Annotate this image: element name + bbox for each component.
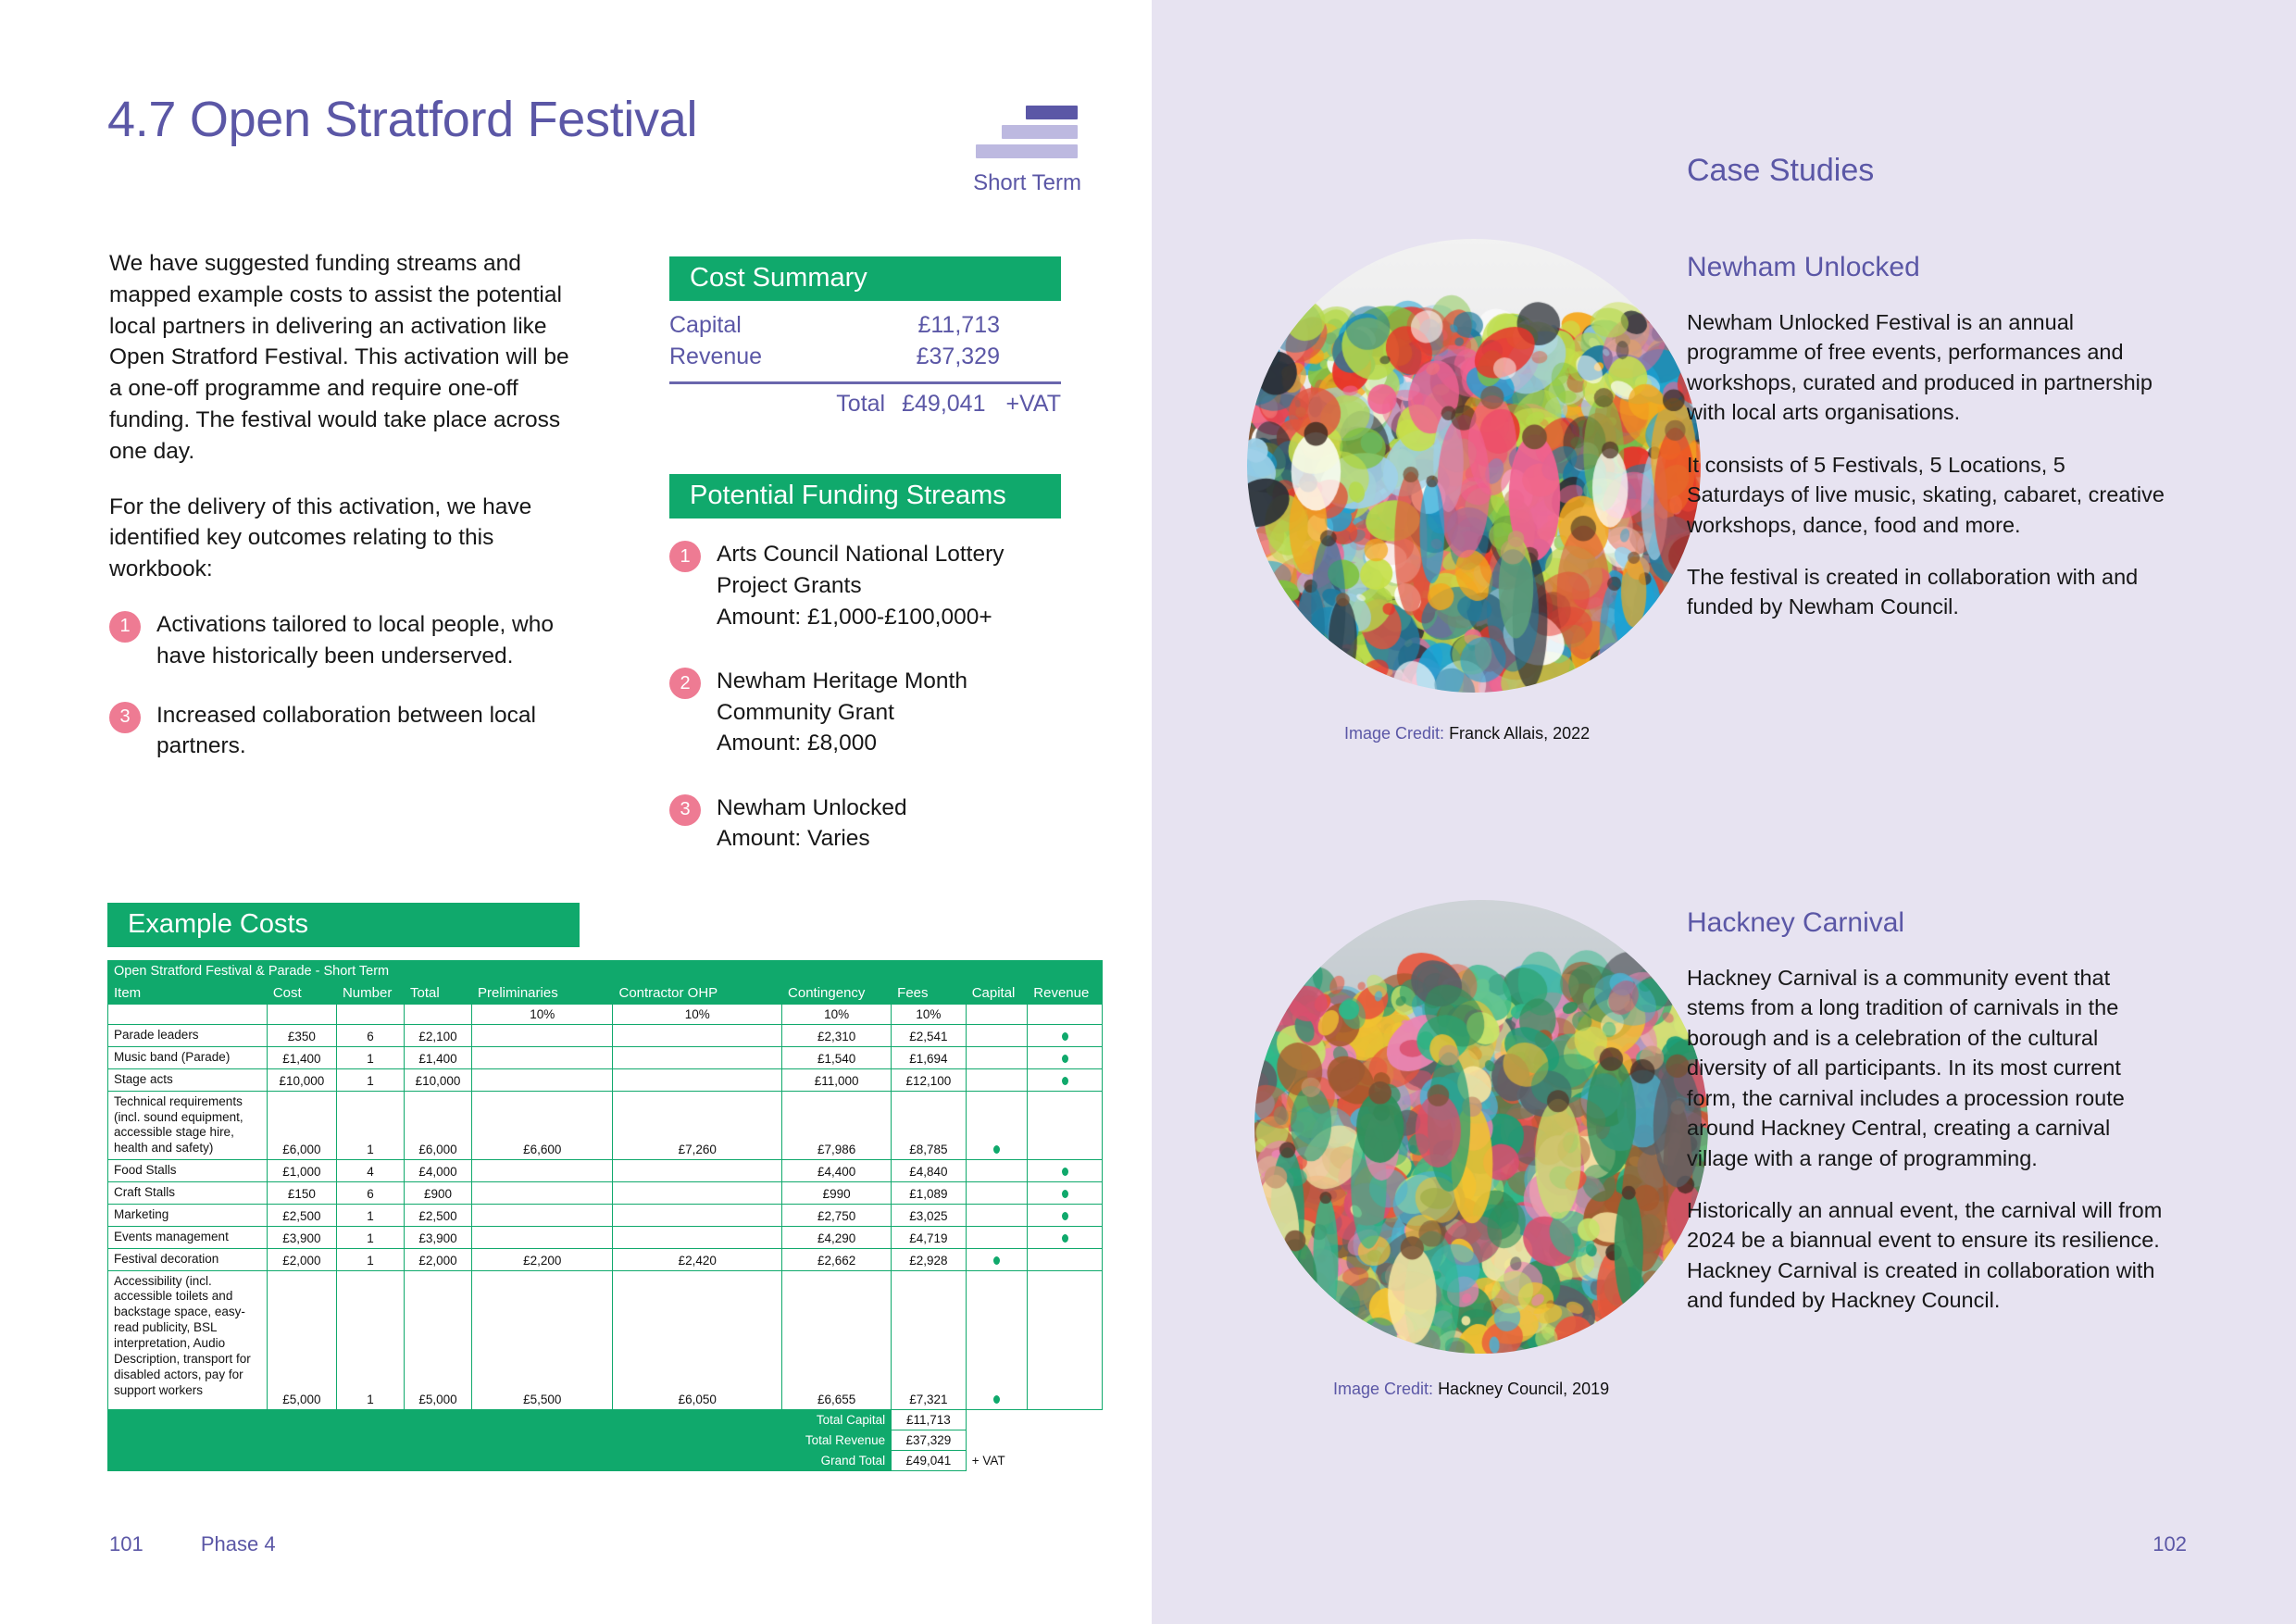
table-header-row xyxy=(108,982,1103,1005)
cell-total: £6,000 xyxy=(404,1091,471,1160)
cell-total: £1,400 xyxy=(404,1046,471,1068)
term-label: Short Term xyxy=(973,170,1081,195)
intro-paragraph-2: For the delivery of this activation, we have identified key outcomes relating to this workbook: xyxy=(109,493,532,582)
cell-preliminaries: £2,200 xyxy=(472,1248,613,1270)
cell-capital xyxy=(966,1068,1028,1091)
cell-cost: £6,000 xyxy=(267,1091,336,1160)
cell-capital xyxy=(966,1046,1028,1068)
cell-preliminaries xyxy=(472,1160,613,1182)
left-footer-section: Phase 4 xyxy=(200,1532,276,1555)
total-label: Total Revenue xyxy=(108,1430,892,1450)
cell-fees: £3,025 xyxy=(892,1204,967,1226)
bar-segment-middle xyxy=(1002,125,1078,139)
credit-label: Image Credit: xyxy=(1333,1380,1434,1398)
table-percent-row xyxy=(108,1005,1103,1025)
funding-number-badge: 2 xyxy=(669,668,701,699)
cell-contractor-ohp xyxy=(613,1046,782,1068)
case-paragraph: Newham Unlocked Festival is an annual programme of free events, performances and workshops, curated and produced in partnership with local arts organisations. xyxy=(1687,310,2152,425)
cell-preliminaries xyxy=(472,1204,613,1226)
cell-fees: £7,321 xyxy=(892,1270,967,1409)
cost-summary-row-capital xyxy=(669,310,1061,342)
table-row xyxy=(108,1270,1103,1409)
cell-total: £2,000 xyxy=(404,1248,471,1270)
cell-revenue xyxy=(1028,1204,1103,1226)
table-row xyxy=(108,1068,1103,1091)
table-row xyxy=(108,1091,1103,1160)
funding-item-body xyxy=(717,539,1061,632)
funding-streams-list xyxy=(669,539,1061,855)
credit-value: Franck Allais, 2022 xyxy=(1449,724,1591,743)
cell-contingency: £2,310 xyxy=(782,1025,892,1047)
left-page-number: 101 xyxy=(109,1532,144,1555)
funding-stream-item xyxy=(669,666,1061,759)
table-total-row xyxy=(108,1430,1103,1450)
cell-fees: £4,719 xyxy=(892,1226,967,1248)
total-label: Total xyxy=(836,390,886,417)
cell-item: Accessibility (incl. accessible toilets and backstage space, easy-read publicity, BSL interpretation, Audio Description, transport for disabled actors, pay for support workers xyxy=(108,1270,268,1409)
percent-cell-8 xyxy=(966,1005,1028,1025)
funding-item-amount: Amount: Varies xyxy=(717,826,870,852)
cost-summary-rows xyxy=(669,301,1061,418)
cell-cost: £5,000 xyxy=(267,1270,336,1409)
cell-item: Festival decoration xyxy=(108,1248,268,1270)
cell-contingency: £1,540 xyxy=(782,1046,892,1068)
cell-contingency: £7,986 xyxy=(782,1091,892,1160)
cell-revenue xyxy=(1028,1091,1103,1160)
capital-label: Capital xyxy=(669,312,742,339)
revenue-dot-icon xyxy=(1062,1168,1068,1176)
cell-number: 6 xyxy=(336,1182,404,1205)
capital-dot-icon xyxy=(993,1145,1000,1154)
table-row xyxy=(108,1046,1103,1068)
case-paragraph: Hackney Carnival is a community event that stems from a long tradition of carnivals in the borough and is a celebration of the cultural diversity of all participants. In its most current form, the carnival includes a procession route around Hackney Central, creating a carnival village with a range of programming. xyxy=(1687,966,2125,1170)
cell-preliminaries xyxy=(472,1226,613,1248)
total-note: + VAT xyxy=(966,1450,1102,1470)
hackney-carnival-photo xyxy=(1254,900,1708,1354)
intro-paragraph-1: We have suggested funding streams and mapped example costs to assist the potential local partners in delivering an activation like Open Stratford Festival. This activation will be a one-off programme and require one-off funding. The festival would take place across one day. xyxy=(109,251,569,464)
cell-fees: £8,785 xyxy=(892,1091,967,1160)
column-header-1: Cost xyxy=(267,982,336,1005)
cell-contingency: £2,662 xyxy=(782,1248,892,1270)
cell-revenue xyxy=(1028,1160,1103,1182)
cell-contractor-ohp xyxy=(613,1182,782,1205)
total-value: £49,041 xyxy=(902,390,986,417)
cell-capital xyxy=(966,1025,1028,1047)
cell-cost: £350 xyxy=(267,1025,336,1047)
cell-contractor-ohp xyxy=(613,1068,782,1091)
column-header-2: Number xyxy=(336,982,404,1005)
cost-summary-total-row xyxy=(669,391,1061,418)
revenue-label: Revenue xyxy=(669,344,763,370)
newham-unlocked-image-credit xyxy=(1344,724,1590,743)
percent-cell-2 xyxy=(336,1005,404,1025)
revenue-value: £37,329 xyxy=(916,344,1000,370)
column-header-7: Fees xyxy=(892,982,967,1005)
cell-cost: £1,000 xyxy=(267,1160,336,1182)
table-caption: Open Stratford Festival & Parade - Short Term xyxy=(108,961,1103,982)
funding-streams-title: Potential Funding Streams xyxy=(669,474,1061,518)
cell-fees: £4,840 xyxy=(892,1160,967,1182)
cell-revenue xyxy=(1028,1046,1103,1068)
cell-cost: £2,500 xyxy=(267,1204,336,1226)
table-row xyxy=(108,1226,1103,1248)
cost-summary-title: Cost Summary xyxy=(669,256,1061,301)
cell-fees: £2,928 xyxy=(892,1248,967,1270)
table-total-row xyxy=(108,1450,1103,1470)
revenue-dot-icon xyxy=(1062,1032,1068,1041)
table-row xyxy=(108,1025,1103,1047)
percent-cell-3 xyxy=(404,1005,471,1025)
outcome-item xyxy=(109,700,581,763)
cell-total: £10,000 xyxy=(404,1068,471,1091)
cell-preliminaries: £6,600 xyxy=(472,1091,613,1160)
case-study-heading: Hackney Carnival xyxy=(1687,907,1905,938)
cell-number: 1 xyxy=(336,1204,404,1226)
capital-value: £11,713 xyxy=(917,312,1000,339)
cell-fees: £2,541 xyxy=(892,1025,967,1047)
cell-revenue xyxy=(1028,1068,1103,1091)
cell-contingency: £990 xyxy=(782,1182,892,1205)
case-paragraph: It consists of 5 Festivals, 5 Locations, 5 Saturdays of live music, skating, cabaret, creative workshops, dance, food and more. xyxy=(1687,452,2165,537)
cell-item: Stage acts xyxy=(108,1068,268,1091)
funding-number-badge: 3 xyxy=(669,794,701,826)
cell-cost: £10,000 xyxy=(267,1068,336,1091)
cell-item: Craft Stalls xyxy=(108,1182,268,1205)
cell-contingency: £2,750 xyxy=(782,1204,892,1226)
total-note xyxy=(966,1409,1102,1430)
table-row xyxy=(108,1248,1103,1270)
funding-stream-item xyxy=(669,539,1061,632)
credit-value: Hackney Council, 2019 xyxy=(1438,1380,1610,1398)
cell-preliminaries xyxy=(472,1046,613,1068)
case-study-hackney-carnival xyxy=(1687,907,2168,1338)
right-page-content xyxy=(1333,0,2296,1624)
outcome-text: Increased collaboration between local partners. xyxy=(156,702,536,759)
cell-item: Food Stalls xyxy=(108,1160,268,1182)
cell-number: 6 xyxy=(336,1025,404,1047)
cell-cost: £2,000 xyxy=(267,1248,336,1270)
column-header-8: Capital xyxy=(966,982,1028,1005)
funding-item-name: Newham Heritage Month Community Grant xyxy=(717,668,967,725)
cell-fees: £1,694 xyxy=(892,1046,967,1068)
intro-text-column xyxy=(109,248,581,790)
percent-cell-9 xyxy=(1028,1005,1103,1025)
left-footer xyxy=(109,1532,276,1556)
table-caption-row xyxy=(108,961,1103,982)
outcome-text: Activations tailored to local people, who have historically been underserved. xyxy=(156,611,555,668)
cell-number: 4 xyxy=(336,1160,404,1182)
hackney-carnival-image-credit xyxy=(1333,1380,1609,1399)
column-header-3: Total xyxy=(404,982,471,1005)
cell-fees: £12,100 xyxy=(892,1068,967,1091)
cell-contractor-ohp xyxy=(613,1025,782,1047)
cell-contingency: £4,400 xyxy=(782,1160,892,1182)
cell-number: 1 xyxy=(336,1248,404,1270)
percent-cell-1 xyxy=(267,1005,336,1025)
cell-revenue xyxy=(1028,1226,1103,1248)
percent-cell-5: 10% xyxy=(613,1005,782,1025)
cell-number: 1 xyxy=(336,1068,404,1091)
total-value: £49,041 xyxy=(892,1450,967,1470)
total-value: £37,329 xyxy=(892,1430,967,1450)
column-header-5: Contractor OHP xyxy=(613,982,782,1005)
cell-number: 1 xyxy=(336,1046,404,1068)
capital-dot-icon xyxy=(993,1395,1000,1404)
credit-label: Image Credit: xyxy=(1344,724,1445,743)
cell-number: 1 xyxy=(336,1226,404,1248)
cell-capital xyxy=(966,1226,1028,1248)
example-costs-panel xyxy=(107,903,580,947)
cell-contingency: £11,000 xyxy=(782,1068,892,1091)
cell-contractor-ohp: £7,260 xyxy=(613,1091,782,1160)
funding-item-name: Arts Council National Lottery Project Grants xyxy=(717,542,1004,598)
cell-revenue xyxy=(1028,1025,1103,1047)
case-study-newham-unlocked xyxy=(1687,252,2168,644)
bar-segment-top xyxy=(1026,106,1078,119)
right-page xyxy=(1152,0,2296,1624)
funding-item-body xyxy=(717,666,1061,759)
outcome-item xyxy=(109,609,581,672)
bar-segment-bottom xyxy=(976,144,1078,158)
cell-total: £2,500 xyxy=(404,1204,471,1226)
short-term-bars-icon xyxy=(976,106,1078,164)
total-label: Total Capital xyxy=(108,1409,892,1430)
cell-capital xyxy=(966,1248,1028,1270)
right-page-number: 102 xyxy=(2152,1532,2187,1555)
total-note xyxy=(966,1430,1102,1450)
example-costs-table xyxy=(107,960,1103,1471)
revenue-dot-icon xyxy=(1062,1234,1068,1243)
cell-total: £3,900 xyxy=(404,1226,471,1248)
cell-revenue xyxy=(1028,1248,1103,1270)
outcome-number-badge: 1 xyxy=(109,611,141,643)
cost-summary-row-revenue xyxy=(669,342,1061,373)
revenue-dot-icon xyxy=(1062,1077,1068,1085)
funding-item-name: Newham Unlocked xyxy=(717,794,907,820)
case-study-body xyxy=(1687,963,2168,1316)
percent-cell-4: 10% xyxy=(472,1005,613,1025)
page-title: 4.7 Open Stratford Festival xyxy=(107,92,698,147)
column-header-6: Contingency xyxy=(782,982,892,1005)
cell-cost: £3,900 xyxy=(267,1226,336,1248)
percent-cell-0 xyxy=(108,1005,268,1025)
cell-cost: £150 xyxy=(267,1182,336,1205)
outcomes-list xyxy=(109,609,581,762)
funding-streams-panel xyxy=(669,474,1061,888)
cell-total: £4,000 xyxy=(404,1160,471,1182)
example-costs-title: Example Costs xyxy=(107,903,580,947)
cell-contractor-ohp xyxy=(613,1204,782,1226)
column-header-4: Preliminaries xyxy=(472,982,613,1005)
cell-revenue xyxy=(1028,1182,1103,1205)
case-studies-title: Case Studies xyxy=(1687,153,1875,188)
cell-capital xyxy=(966,1182,1028,1205)
table-row xyxy=(108,1204,1103,1226)
cell-total: £5,000 xyxy=(404,1270,471,1409)
funding-stream-item xyxy=(669,793,1061,855)
cell-contingency: £4,290 xyxy=(782,1226,892,1248)
cell-total: £900 xyxy=(404,1182,471,1205)
table-row xyxy=(108,1160,1103,1182)
column-header-0: Item xyxy=(108,982,268,1005)
funding-item-amount: Amount: £8,000 xyxy=(717,731,877,756)
cell-contractor-ohp xyxy=(613,1226,782,1248)
cell-revenue xyxy=(1028,1270,1103,1409)
case-study-body xyxy=(1687,307,2168,622)
cell-preliminaries: £5,500 xyxy=(472,1270,613,1409)
cell-preliminaries xyxy=(472,1068,613,1091)
funding-item-amount: Amount: £1,000-£100,000+ xyxy=(717,604,992,630)
total-value: £11,713 xyxy=(892,1409,967,1430)
cost-summary-divider xyxy=(669,381,1061,384)
vat-label: +VAT xyxy=(1005,390,1061,417)
cell-capital xyxy=(966,1270,1028,1409)
capital-dot-icon xyxy=(993,1256,1000,1265)
cell-contractor-ohp: £2,420 xyxy=(613,1248,782,1270)
cell-contingency: £6,655 xyxy=(782,1270,892,1409)
cell-item: Technical requirements (incl. sound equipment, accessible stage hire, health and safety) xyxy=(108,1091,268,1160)
cell-item: Music band (Parade) xyxy=(108,1046,268,1068)
cell-fees: £1,089 xyxy=(892,1182,967,1205)
newham-unlocked-photo xyxy=(1247,239,1701,693)
cell-number: 1 xyxy=(336,1091,404,1160)
cell-capital xyxy=(966,1204,1028,1226)
cell-number: 1 xyxy=(336,1270,404,1409)
cell-capital xyxy=(966,1091,1028,1160)
percent-cell-6: 10% xyxy=(782,1005,892,1025)
cell-contractor-ohp xyxy=(613,1160,782,1182)
outcome-number-badge: 3 xyxy=(109,702,141,733)
case-study-heading: Newham Unlocked xyxy=(1687,252,1920,282)
cell-item: Marketing xyxy=(108,1204,268,1226)
revenue-dot-icon xyxy=(1062,1212,1068,1220)
case-paragraph: The festival is created in collaboration with and funded by Newham Council. xyxy=(1687,564,2139,619)
cell-item: Parade leaders xyxy=(108,1025,268,1047)
cell-contractor-ohp: £6,050 xyxy=(613,1270,782,1409)
total-label: Grand Total xyxy=(108,1450,892,1470)
cell-cost: £1,400 xyxy=(267,1046,336,1068)
case-paragraph: Historically an annual event, the carnival will from 2024 be a biannual event to ensure its resilience. Hackney Carnival is created in collaboration with and funded by Hackney Council. xyxy=(1687,1197,2163,1313)
revenue-dot-icon xyxy=(1062,1190,1068,1198)
example-costs-table-wrap xyxy=(107,960,1103,1471)
revenue-dot-icon xyxy=(1062,1055,1068,1063)
cell-item: Events management xyxy=(108,1226,268,1248)
cell-preliminaries xyxy=(472,1025,613,1047)
cell-preliminaries xyxy=(472,1182,613,1205)
funding-number-badge: 1 xyxy=(669,541,701,572)
funding-item-body xyxy=(717,793,907,855)
table-row xyxy=(108,1182,1103,1205)
table-total-row xyxy=(108,1409,1103,1430)
percent-cell-7: 10% xyxy=(892,1005,967,1025)
column-header-9: Revenue xyxy=(1028,982,1103,1005)
cell-capital xyxy=(966,1160,1028,1182)
cost-summary-panel xyxy=(669,256,1061,418)
cell-total: £2,100 xyxy=(404,1025,471,1047)
